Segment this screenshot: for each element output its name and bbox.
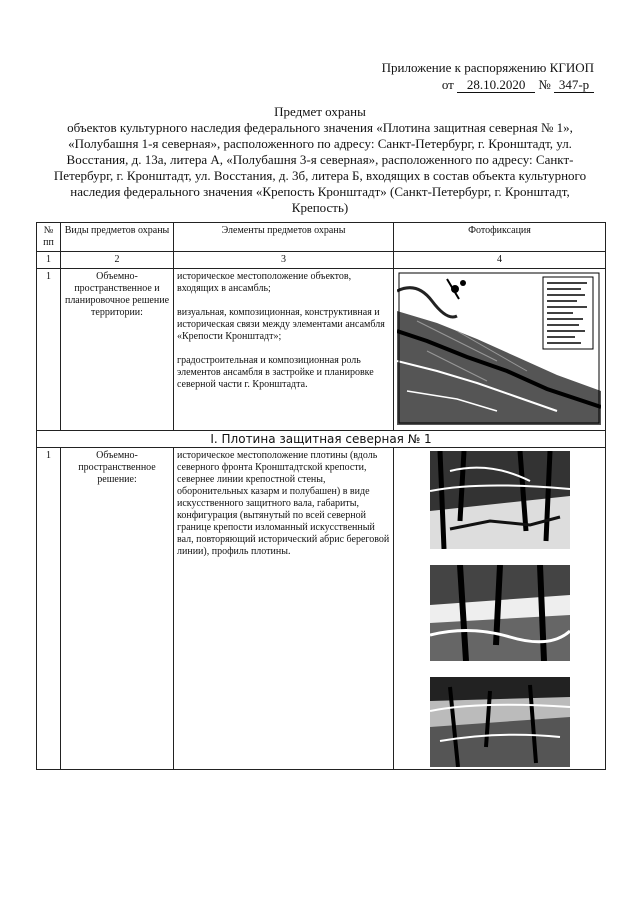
header-row xyxy=(37,223,606,252)
header-kind: Виды предметов охраны xyxy=(61,223,174,252)
column-number-row xyxy=(37,252,606,269)
site-plan-map xyxy=(397,271,601,425)
row-elements xyxy=(174,269,394,431)
appendix-header xyxy=(382,60,594,93)
row-number: 1 xyxy=(37,269,61,431)
title-text: объектов культурного наследия федерального значения «Плотина защитная северная № 1», «Полубашня 1-я северная», расположенного по адресу: Санкт-Петербург, г. Кронштадт, ул. Восстания, д. 13а, литера А, «Полубашня 3-я северная», расположенного по адресу: Санкт-Петербург, г. Кронштадт, ул. Восстания, д. 3б, литера Б, входящих в состав объекта культурного наследия федерального значения «Крепость Кронштадт» (Санкт-Петербург, г. Кронштадт, Крепость) xyxy=(53,120,587,215)
appendix-date-line xyxy=(382,77,594,93)
row-kind: Объемно-пространственное и планировочное решение территории: xyxy=(61,269,174,431)
document-number: 347-р xyxy=(554,78,594,93)
appendix-title: Приложение к распоряжению КГИОП xyxy=(381,60,594,75)
title-heading: Предмет охраны xyxy=(274,104,366,119)
header-num: № пп xyxy=(37,223,61,252)
header-photo: Фотофиксация xyxy=(394,223,606,252)
dam-photo-3 xyxy=(430,677,570,767)
element-item: градостроительная и композиционная роль элементов ансамбля в застройке и планировке северной части г. Кронштадта. xyxy=(177,355,374,390)
row-number: 1 xyxy=(37,448,61,770)
dam-photo-2 xyxy=(430,565,570,661)
header-elements: Элементы предметов охраны xyxy=(174,223,394,252)
col-num-1: 1 xyxy=(37,252,61,269)
row-photos xyxy=(394,448,606,770)
row-photo xyxy=(394,269,606,431)
date-label: от xyxy=(441,77,454,92)
dam-photo-1 xyxy=(430,451,570,549)
section-row xyxy=(37,431,606,448)
document-date: 28.10.2020 xyxy=(457,78,535,93)
protection-table xyxy=(36,222,606,770)
number-label: № xyxy=(538,77,551,92)
table-row xyxy=(37,269,606,431)
col-num-3: 3 xyxy=(174,252,394,269)
document-title xyxy=(50,104,590,216)
table-row xyxy=(37,448,606,770)
element-item: историческое местоположение объектов, входящих в ансамбль; xyxy=(177,271,352,294)
row-kind: Объемно-пространственное решение: xyxy=(61,448,174,770)
element-item: визуальная, композиционная, конструктивная и историческая связи между элементами ансамбля «Крепости Кронштадт»; xyxy=(177,307,385,342)
col-num-2: 2 xyxy=(61,252,174,269)
section-title: I. Плотина защитная северная № 1 xyxy=(37,431,606,448)
col-num-4: 4 xyxy=(394,252,606,269)
row-elements: историческое местоположение плотины (вдоль северного фронта Кронштадтской крепости, севернее линии крепостной стены, оборонительных казарм и полубашен) в виде искусственного защитного вала, габариты, конфигурация (вытянутый по всей северной границе крепости изломанный искусственный вал, повторяющий исторический абрис береговой линии), профиль плотины. xyxy=(174,448,394,770)
